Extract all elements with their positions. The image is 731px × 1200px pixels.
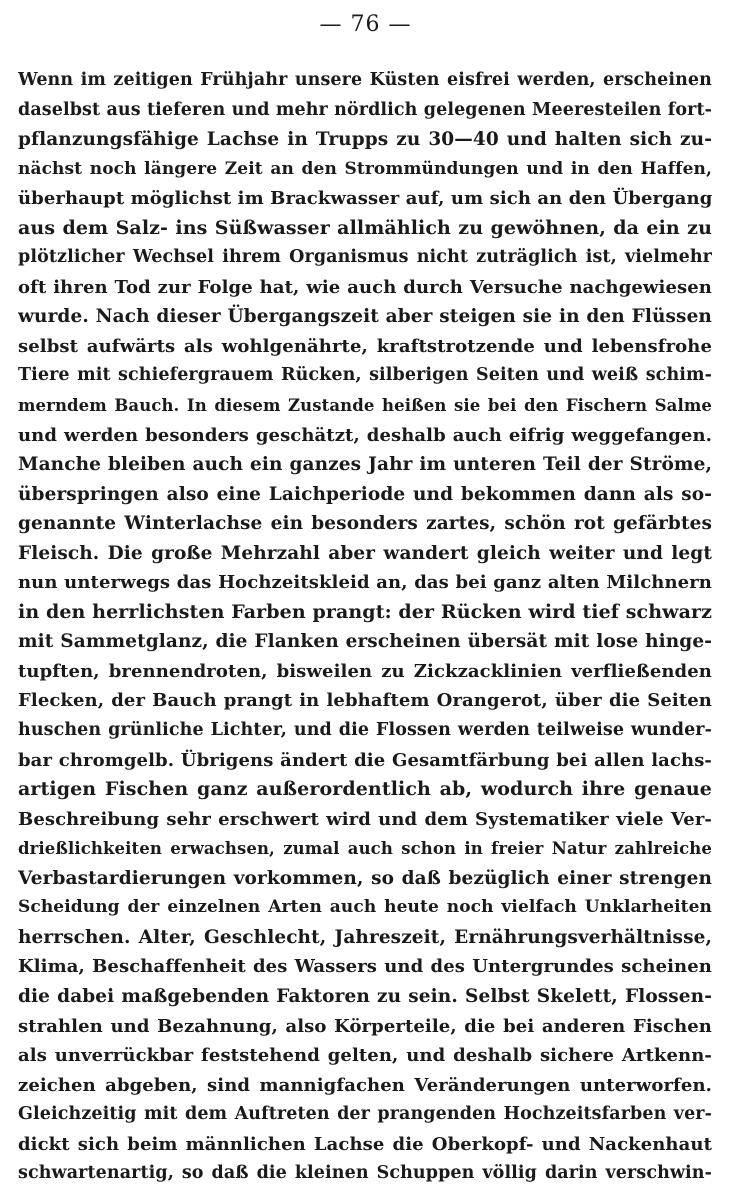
text-line: Klima, Beschaffenheit des Wassers und des Untergrundes scheinen [18,956,712,978]
text-line: nächst noch längere Zeit an den Strommündungen und in den Haffen, [18,158,712,179]
text-line: Tiere mit schiefergrauem Rücken, silberigen Seiten und weiß schim- [18,365,712,386]
text-line: überspringen also eine Laichperiode und bekommen dann als so- [18,483,712,505]
text-line: Fleisch. Die große Mehrzahl aber wandert gleich weiter und legt [18,542,712,564]
text-line: schwartenartig, so daß die kleinen Schuppen völlig darin verschwin- [18,1163,712,1184]
text-line: plötzlicher Wechsel ihrem Organismus nicht zuträglich ist, vielmehr [18,247,712,268]
text-line: Manche bleiben auch ein ganzes Jahr im unteren Teil der Ströme, [18,454,712,476]
text-line: pflanzungsfähige Lachse in Trupps zu 30—40 und halten sich zu- [18,129,712,151]
text-line: dickt sich beim männlichen Lachse die Oberkopf- und Nackenhaut [18,1133,712,1155]
text-line: Flecken, der Bauch prangt in lebhaftem Orangerot, über die Seiten [18,690,712,712]
text-line: die dabei maßgebenden Faktoren zu sein. Selbst Skelett, Flossen- [18,985,712,1007]
text-line: zeichen abgeben, sind mannigfachen Veränderungen unterworfen. [18,1074,712,1096]
page-number: — 76 — [319,12,412,37]
text-line: und werden besonders geschätzt, deshalb auch eifrig weggefangen. [18,424,712,446]
text-line: wurde. Nach dieser Übergangszeit aber steigen sie in den Flüssen [18,306,712,328]
text-line: herrschen. Alter, Geschlecht, Jahreszeit, Ernährungsverhältnisse, [18,926,712,948]
text-line: drießlichkeiten erwachsen, zumal auch schon in freier Natur zahlreiche [18,839,712,859]
text-line: in den herrlichsten Farben prangt: der Rücken wird tief schwarz [18,600,712,623]
text-line: strahlen und Bezahnung, also Körperteile, die bei anderen Fischen [18,1015,712,1037]
text-line: Wenn im zeitigen Frühjahr unsere Küsten eisfrei werden, erscheinen [18,70,712,90]
text-line: mit Sammetglanz, die Flanken erscheinen übersät mit lose hinge- [18,631,712,653]
text-line: Beschreibung sehr erschwert wird und dem Systematiker viele Ver- [18,808,712,830]
text-line: aus dem Salz- ins Süßwasser allmählich zu gewöhnen, da ein zu [18,216,712,239]
text-line: merndem Bauch. In diesem Zustande heißen sie bei den Fischern Salme [18,396,712,416]
text-line: überhaupt möglichst im Brackwasser auf, um sich an den Übergang [18,188,712,210]
text-line: Gleichzeitig mit dem Auftreten der prangenden Hochzeitsfarben ver- [18,1104,712,1125]
text-line: genannte Winterlachse ein besonders zartes, schön rot gefärbtes [18,513,712,535]
text-line: bar chromgelb. Übrigens ändert die Gesamtfärbung bei allen lachs- [18,749,712,771]
text-line: artigen Fischen ganz außerordentlich ab, wodurch ihre genaue [18,778,712,801]
text-line: tupften, brennendroten, bisweilen zu Zickzacklinien verfließenden [18,660,712,682]
text-line: nun unterwegs das Hochzeitskleid an, das bei ganz alten Milchnern [18,572,712,594]
body-text [18,66,712,1189]
text-line: als unverrückbar feststehend gelten, und deshalb sichere Artkenn- [18,1045,712,1067]
text-line: oft ihren Tod zur Folge hat, wie auch durch Versuche nachgewiesen [18,276,712,298]
text-line: huschen grünliche Lichter, und die Flossen werden teilweise wunder- [18,720,712,741]
text-line: Verbastardierungen vorkommen, so daß bezüglich einer strengen [18,867,712,889]
text-line: daselbst aus tieferen und mehr nördlich gelegenen Meeresteilen fort- [18,99,712,120]
text-line: Scheidung der einzelnen Arten auch heute noch vielfach Unklarheiten [18,897,712,918]
text-line: selbst aufwärts als wohlgenährte, kraftstrotzende und lebensfrohe [18,335,712,357]
